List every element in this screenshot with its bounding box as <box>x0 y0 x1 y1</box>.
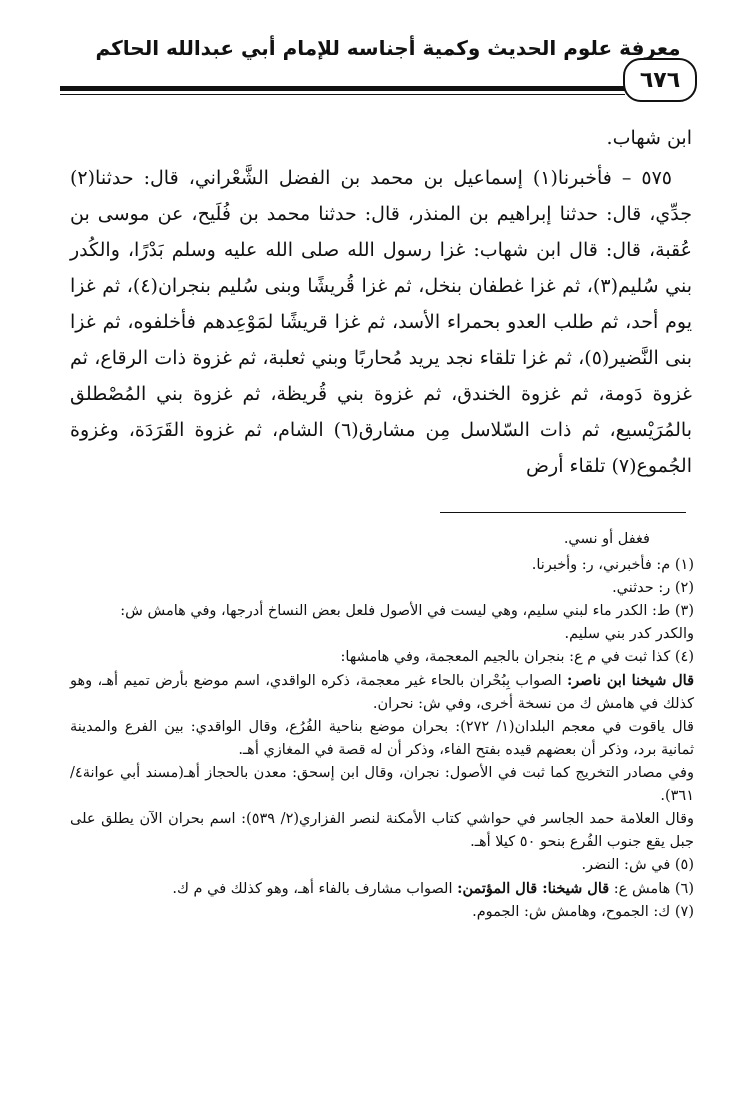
footnote-3: (٣) ط: الكدر ماء لبني سليم، وهي ليست في الأصول فلعل بعض النساخ أدرجها، وفي هامش ش: <box>120 603 694 619</box>
footnote-6 <box>70 877 694 901</box>
hadith-number: ٥٧٥ – <box>621 167 672 189</box>
footnote-4-quote-4: وقال العلامة حمد الجاسر في حواشي كتاب الأمكنة لنصر الفزاري(٢/ ٥٣٩): اسم بحران الآن يطلق على جبل يقع جنوب الفُرع بنحو ٥٠ كيلا أهـ. <box>70 811 695 850</box>
page-number: ٦٧٦ <box>623 58 697 102</box>
footnote-4-quote-1 <box>70 669 694 716</box>
footnote-6-text: الصواب مشارف بالفاء أهـ، وهو كذلك في م ك. <box>172 881 453 897</box>
footnote-6-prefix: (٦) هامش ع: <box>613 881 694 897</box>
footnote-separator <box>440 512 686 513</box>
footnote-4-quote-3: وفي مصادر التخريج كما ثبت في الأصول: نجران، وقال ابن إسحق: معدن بالحجاز أهـ(مسند أبي عوانة٤/ ٣٦١). <box>70 765 694 804</box>
footnote-4-quote-label: قال شيخنا ابن ناصر: <box>566 672 695 689</box>
footnote-1: (١) م: فأخبرني، ر: وأخبرنا. <box>531 557 694 573</box>
previous-paragraph-tail: ابن شهاب. <box>606 127 692 149</box>
footnote-carryover: فغفل أو نسي. <box>563 531 650 547</box>
footnote-7: (٧) ك: الجموح، وهامش ش: الجموم. <box>472 904 694 920</box>
main-text <box>70 120 692 484</box>
footnote-2: (٢) ر: حدثني. <box>612 580 694 596</box>
header-rule-thick <box>60 86 625 91</box>
footnote-4: (٤) كذا ثبت في م ع: بنجران بالجيم المعجمة، وفي هامشها: <box>340 649 694 665</box>
running-title: معرفة علوم الحديث وكمية أجناسه للإمام أبي عبدالله الحاكم <box>95 36 681 60</box>
footnote-4-quote-2: قال ياقوت في معجم البلدان(١/ ٢٧٢): بحران موضع بناحية الفُرُع، وقال الواقدي: بين الفرع والمدينة ثمانية برد، وذكر أن بعضهم قيده بفتح الفاء، وذكر أن له قصة في المغازي أهـ. <box>70 719 694 758</box>
hadith-text: فأخبرنا(١) إسماعيل بن محمد بن الفضل الشَّعْراني، قال: حدثنا(٢) جدِّي، قال: حدثنا إبراهيم بن المنذر، قال: حدثنا محمد بن فُلَيح، عن موسى بن عُقبة، قال: قال ابن شهاب: غزا رسول الله صلى الله عليه وسلم بَدْرًا، والكُدر بني سُليم(٣)، ثم غزا غطفان بنخل، ثم غزا قُريشًا وبنى سُليم بنجران(٤)، ثم غزا يوم أحد، ثم طلب العدو بحمراء الأسد، ثم غزا قريشًا لمَوْعِدهم فأخلفوه، ثم غزا بنى النَّضير(٥)، ثم غزا تلقاء نجد يريد مُحاربًا وبني ثعلبة، ثم غزوة ذات الرقاع، ثم غزوة دَومة، ثم غزوة الخندق، ثم غزوة بني قُريظة، ثم غزوة بني المُصْطلق بالمُرَيْسيع، ثم ذات السّلاسل مِن مشارق(٦) الشام، ثم غزوة القَرَدَة، وغزوة الجُموع(٧) تلقاء أرض <box>70 167 693 477</box>
footnote-6-label: قال شيخنا: قال المؤتمن: <box>457 880 610 897</box>
footnote-5: (٥) في ش: النضر. <box>581 857 694 873</box>
footnotes <box>70 528 694 924</box>
header-rule-thin <box>60 94 625 95</box>
footnote-4-quote-text: الصواب بِبُحْران بالحاء غير معجمة، ذكره الواقدي، اسم موضع بأرض تميم أهـ، وهو كذلك في هامش ك من نسخة أخرى، وفي ش: نحران. <box>70 673 694 712</box>
footnote-3-continuation: والكدر كدر بني سليم. <box>564 626 694 642</box>
hadith-575 <box>70 160 692 484</box>
